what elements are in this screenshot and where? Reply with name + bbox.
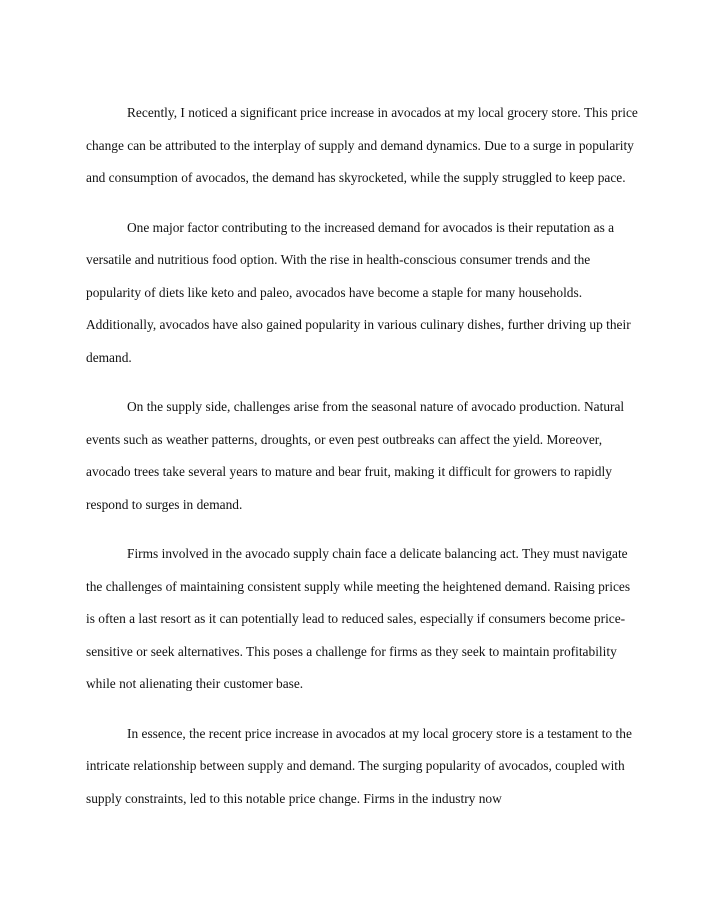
document-body <box>86 97 641 832</box>
paragraph-4: Firms involved in the avocado supply chain face a delicate balancing act. They must navigate the challenges of maintaining consistent supply while meeting the heightened demand. Raising prices is often a last resort as it can potentially lead to reduced sales, especially if consumers become price-sensitive or seek alternatives. This poses a challenge for firms as they seek to maintain profitability while not alienating their customer base. <box>86 546 631 691</box>
paragraph-2: One major factor contributing to the increased demand for avocados is their reputation as a versatile and nutritious food option. With the rise in health-conscious consumer trends and the popularity of diets like keto and paleo, avocados have become a staple for many households. Additionally, avocados have also gained popularity in various culinary dishes, further driving up their demand. <box>86 219 631 365</box>
paragraph-3: On the supply side, challenges arise from the seasonal nature of avocado production. Natural events such as weather patterns, droughts, or even pest outbreaks can affect the yield. Moreover, avocado trees take several years to mature and bear fruit, making it difficult for growers to rapidly respond to surges in demand. <box>86 399 625 512</box>
paragraph-5: In essence, the recent price increase in avocados at my local grocery store is a testament to the intricate relationship between supply and demand. The surging popularity of avocados, coupled with supply constraints, led to this notable price change. Firms in the industry now <box>86 725 632 806</box>
paragraph-1: Recently, I noticed a significant price increase in avocados at my local grocery store. This price change can be attributed to the interplay of supply and demand dynamics. Due to a surge in popularity and consumption of avocados, the demand has skyrocketed, while the supply struggled to keep pace. <box>86 105 638 185</box>
